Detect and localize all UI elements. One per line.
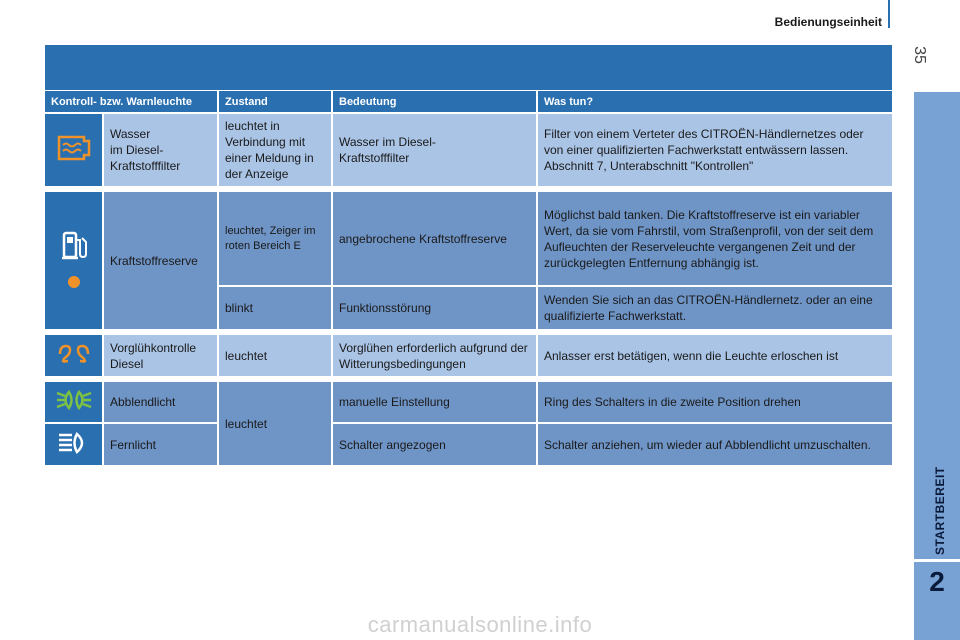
page-number: 35 xyxy=(911,46,928,64)
side-divider xyxy=(914,559,960,562)
dipped-action: Ring des Schalters in die zweite Position drehen xyxy=(538,382,892,424)
table-row xyxy=(45,424,892,467)
glow-plug-icon xyxy=(57,343,91,365)
table-banner xyxy=(45,45,892,90)
main-beam-icon xyxy=(57,431,91,455)
col-header-light: Kontroll- bzw. Warnleuchte xyxy=(45,91,219,114)
dipped-icon-cell xyxy=(45,382,104,424)
table-row xyxy=(45,382,892,424)
water-meaning: Wasser im Diesel- Kraftstofffilter xyxy=(333,114,538,188)
water-icon-cell xyxy=(45,114,104,188)
warning-lights-table xyxy=(45,91,892,467)
water-action: Filter von einem Verteter des CITROËN-Händlernetzes oder von einer qualifizierten Fachwerkstatt entwässern lassen. Abschnitt 7, Unterabschnitt "Kontrollen" xyxy=(538,114,892,188)
chapter-label: STARTBEREIT xyxy=(933,466,947,555)
chapter-number: 2 xyxy=(929,566,945,597)
fuel-icon-cell xyxy=(45,192,104,331)
col-header-meaning: Bedeutung xyxy=(333,91,538,114)
section-title: Bedienungseinheit xyxy=(774,15,882,29)
side-tab xyxy=(914,92,960,640)
fuel-action-blink: Wenden Sie sich an das CITROËN-Händlernetz. oder an eine qualifizierte Fachwerkstatt. xyxy=(538,287,892,331)
table-row xyxy=(45,335,892,378)
dipped-beam-icon xyxy=(54,387,94,413)
preheat-meaning: Vorglühen erforderlich aufgrund der Witterungsbedingungen xyxy=(333,335,538,378)
col-header-state: Zustand xyxy=(219,91,333,114)
preheat-light-name: Vorglühkontrolle Diesel xyxy=(104,335,219,378)
fuel-meaning-lit: angebrochene Kraftstoffreserve xyxy=(333,192,538,287)
orange-indicator-dot xyxy=(68,276,80,288)
main-beam-action: Schalter anziehen, um wieder auf Abblendlicht umzuschalten. xyxy=(538,424,892,467)
fuel-light-name: Kraftstoffreserve xyxy=(104,192,219,331)
fuel-meaning-blink: Funktionsstörung xyxy=(333,287,538,331)
preheat-state: leuchtet xyxy=(219,335,333,378)
header-rule xyxy=(888,0,890,28)
watermark: carmanualsonline.info xyxy=(367,612,593,637)
dipped-light-name: Abblendlicht xyxy=(104,382,219,424)
main-beam-light-name: Fernlicht xyxy=(104,424,219,467)
water-in-fuel-icon xyxy=(54,133,94,163)
table-row xyxy=(45,114,892,188)
preheat-icon-cell xyxy=(45,335,104,378)
table-row xyxy=(45,192,892,287)
water-state: leuchtet in Verbindung mit einer Meldung in der Anzeige xyxy=(219,114,333,188)
fuel-action-lit: Möglichst bald tanken. Die Kraftstoffreserve ist ein variabler Wert, da sie vom Fahrstil, vom Straßenprofil, von der seit dem Aufleuchten der Reserveleuchte vergangenen Zeit und der zurückgelegten Entfernung abhängig ist. xyxy=(538,192,892,287)
col-header-action: Was tun? xyxy=(538,91,892,114)
dipped-meaning: manuelle Einstellung xyxy=(333,382,538,424)
main-beam-icon-cell xyxy=(45,424,104,467)
lights-state: leuchtet xyxy=(219,382,333,467)
water-light-name: Wasser im Diesel- Kraftstofffilter xyxy=(104,114,219,188)
preheat-action: Anlasser erst betätigen, wenn die Leuchte erloschen ist xyxy=(538,335,892,378)
fuel-state-lit: leuchtet, Zeiger im roten Bereich E xyxy=(219,192,333,287)
fuel-pump-icon xyxy=(59,230,89,262)
main-beam-meaning: Schalter angezogen xyxy=(333,424,538,467)
table-header-row xyxy=(45,91,892,114)
fuel-state-blink: blinkt xyxy=(219,287,333,331)
